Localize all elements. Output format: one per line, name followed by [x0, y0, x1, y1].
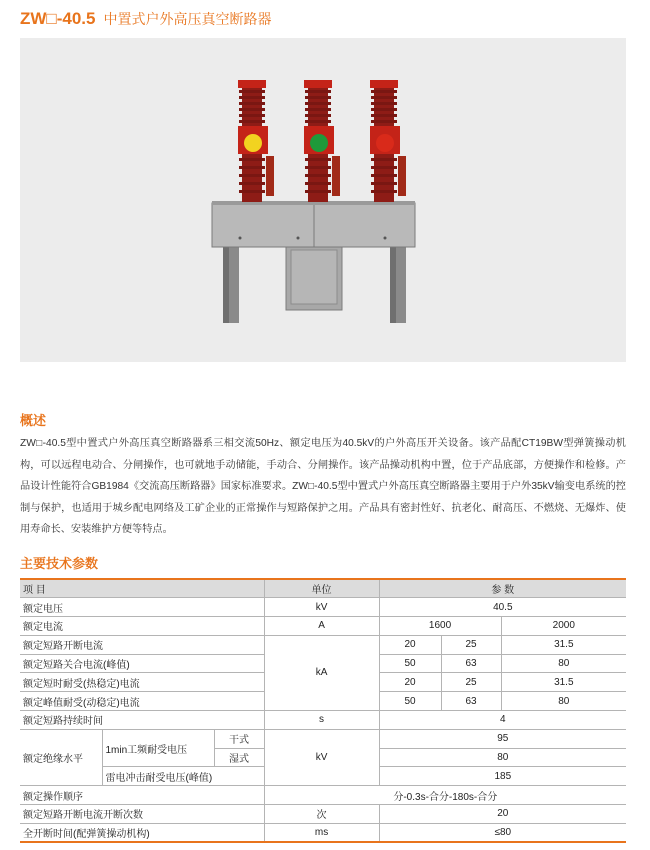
- overview-paragraph: ZW□-40.5型中置式户外高压真空断路器系三相交流50Hz、额定电压为40.5kV的户外高压开关设备。该产品配CT19BW型弹簧操动机构，可以远程电动合、分闸操作，也可就地手动储能，手动合、分闸操作。该产品操动机构中置，位于产品底部，方便操作和检修。产品设计性能符合GB1984《交流高压断路器》国家标准要求。ZW□-40.5型中置式户外高压真空断路器主要用于户外35kV输变电系统的控制与保护，也适用于城乡配电网络及工矿企业的正常操作与短路保护之用。产品具有密封性好、抗老化、耐高压、不燃烧、无爆炸、使用寿命长、安装维护方便等特点。: [20, 438, 626, 535]
- table-row: 额定短路持续时间 s 4: [20, 711, 626, 730]
- table-row: 额定短路开断电流开断次数 次 20: [20, 805, 626, 824]
- insulation-label: 额定绝缘水平: [20, 729, 102, 785]
- pole-c-indicator: [376, 134, 394, 152]
- params-heading: 主要技术参数: [20, 556, 99, 571]
- table-row: 雷电冲击耐受电压(峰值) 185: [20, 767, 626, 786]
- table-row: 湿式 80: [20, 748, 626, 767]
- table-row: 额定操作顺序 分-0.3s-合分-180s-合分: [20, 786, 626, 805]
- pole-b-indicator: [310, 134, 328, 152]
- page-title: [20, 8, 271, 30]
- table-row: 额定绝缘水平 1min工频耐受电压 干式 kV 95: [20, 729, 626, 748]
- table-row: 额定短时耐受(热稳定)电流 20 25 31.5: [20, 673, 626, 692]
- table-row: 额定电压 kV 40.5: [20, 598, 626, 617]
- insulation-unit: kV: [264, 729, 379, 785]
- overview-heading: 概述: [20, 413, 47, 428]
- power-frequency-label: 1min工频耐受电压: [102, 729, 214, 767]
- specs-table: [20, 578, 626, 843]
- circuit-breaker-illustration: [20, 38, 626, 362]
- header-value: 参 数: [379, 579, 626, 598]
- product-name: 中置式户外高压真空断路器: [103, 11, 272, 27]
- table-row: 额定短路开断电流 kA 20 25 31.5: [20, 635, 626, 654]
- header-unit: 单位: [264, 579, 379, 598]
- pole-b: [304, 80, 340, 202]
- table-header-row: [20, 579, 626, 598]
- impulse-label: 雷电冲击耐受电压(峰值): [102, 767, 264, 786]
- pole-a: [238, 80, 274, 202]
- table-row: 全开断时间(配弹簧操动机构) ms ≤80: [20, 823, 626, 842]
- table-row: 额定短路关合电流(峰值) 50 63 80: [20, 654, 626, 673]
- model-number: ZW□-40.5: [20, 9, 96, 28]
- header-item: 项 目: [20, 579, 264, 598]
- table-row: 额定电流 A 1600 2000: [20, 617, 626, 636]
- pole-a-indicator: [244, 134, 262, 152]
- product-photo: [20, 38, 626, 362]
- table-row: 额定峰值耐受(动稳定)电流 50 63 80: [20, 692, 626, 711]
- pole-c: [370, 80, 406, 202]
- ka-unit: kA: [264, 635, 379, 710]
